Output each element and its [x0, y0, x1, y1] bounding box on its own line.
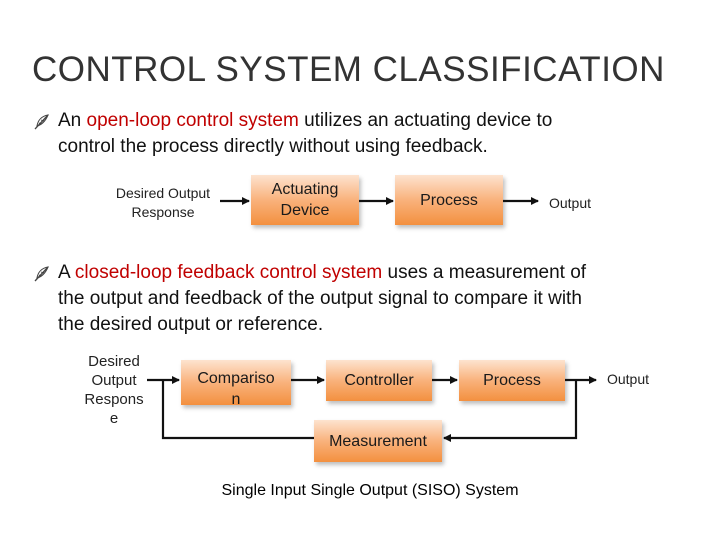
closed-loop-line2: the output and feedback of the output signal to compare it with [58, 288, 582, 309]
closed-loop-text-pre: A [58, 262, 75, 283]
siso-caption: Single Input Single Output (SISO) System [221, 482, 519, 499]
closed-loop-output-label: Output [606, 371, 650, 387]
closed-loop-process-label: Process [483, 372, 541, 389]
actuating-device-line1: Actuating [271, 181, 339, 198]
closed-loop-input-line3: Respons [84, 391, 144, 408]
comparison-line2: n [231, 391, 241, 408]
open-loop-line2: control the process directly without using feedback. [58, 136, 488, 157]
comparison-line1: Compariso [197, 370, 275, 387]
arrow-output-to-measurement [444, 380, 576, 438]
open-loop-output-label: Output [548, 195, 592, 211]
closed-loop-input-line1: Desired [88, 353, 140, 370]
closed-loop-text-post: uses a measurement of [382, 262, 587, 283]
open-loop-input-line2: Response [131, 204, 195, 220]
feedback-line-measurement-to-comparison [163, 380, 314, 438]
open-loop-process-label: Process [420, 191, 478, 209]
measurement-label: Measurement [329, 432, 427, 450]
open-loop-highlight: open-loop control system [86, 110, 299, 131]
slide-title: CONTROL SYSTEM CLASSIFICATION [32, 50, 665, 89]
closed-loop-input-line2: Output [91, 372, 137, 389]
open-loop-input-line1: Desired Output [115, 185, 211, 201]
actuating-device-line2: Device [280, 202, 330, 219]
closed-loop-line3: the desired output or reference. [58, 314, 324, 335]
closed-loop-highlight: closed-loop feedback control system [74, 262, 383, 283]
open-loop-text-pre: An [58, 110, 87, 131]
closed-loop-input-line4: e [109, 410, 119, 427]
controller-label: Controller [344, 372, 414, 389]
open-loop-text-post: utilizes an actuating device to [298, 110, 553, 131]
